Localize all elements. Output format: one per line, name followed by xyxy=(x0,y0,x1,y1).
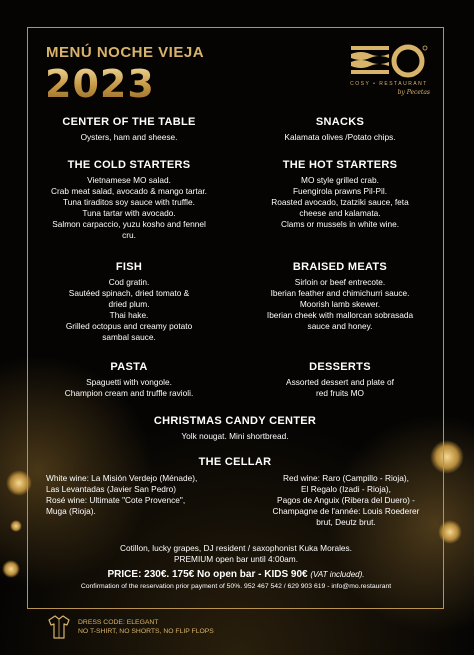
section-title: PASTA xyxy=(110,361,148,373)
cellar-white-rose-wines xyxy=(46,473,236,517)
section-desserts xyxy=(250,362,430,399)
open-bar-info: PREMIUM open bar until 4:00am. xyxy=(173,554,299,564)
reservation-confirmation: Confirmation of the reservation prior payment of 50%. 952 467 542 / 629 903 619 - info@mo.restaurant xyxy=(80,583,392,590)
wine-item: El Regalo (Izadi - Rioja), xyxy=(301,484,391,494)
vat-note: (VAT included). xyxy=(310,570,365,579)
menu-item: Assorted dessert and plate of xyxy=(286,377,394,387)
menu-item: Thai hake. xyxy=(109,310,149,320)
section-snacks xyxy=(250,117,430,143)
dress-code-text xyxy=(78,618,298,636)
wine-item: Champagne de l'année: Louis Roederer xyxy=(272,506,420,516)
menu-item: sauce and honey. xyxy=(307,321,373,331)
section-title: CHRISTMAS CANDY CENTER xyxy=(153,415,317,427)
menu-item: Vietnamese MO salad. xyxy=(87,175,171,185)
section-braised-meats xyxy=(250,262,430,332)
menu-item: Crab meat salad, avocado & mango tartar. xyxy=(51,186,207,196)
restaurant-logo xyxy=(344,44,434,112)
section-cellar xyxy=(40,457,430,472)
price-line xyxy=(30,569,442,580)
menu-item: Sautéed spinach, dried tomato & xyxy=(68,288,190,298)
menu-item: cheese and kalamata. xyxy=(299,208,381,218)
menu-item: Yolk nougat. Mini shortbread. xyxy=(181,431,289,441)
menu-item: Champion cream and truffle ravioli. xyxy=(64,388,194,398)
menu-item: red fruits MO xyxy=(316,388,364,398)
wine-item: Pagos de Anguix (Ribera del Duero) - xyxy=(277,495,415,505)
bokeh-light xyxy=(2,560,20,578)
bokeh-light xyxy=(10,520,22,532)
menu-item: Cod gratin. xyxy=(108,277,150,287)
wine-item: Muga (Rioja). xyxy=(46,506,96,516)
menu-item: cru. xyxy=(122,230,136,240)
wine-item: Rosé wine: Ultimate "Cote Provence", xyxy=(46,495,186,505)
section-candy-center xyxy=(40,416,430,442)
mo-logo-icon xyxy=(349,44,429,78)
dress-code-rules: NO T-SHIRT, NO SHORTS, NO FLIP FLOPS xyxy=(78,628,214,635)
cellar-red-wines-champagne xyxy=(246,473,446,528)
section-title: CENTER OF THE TABLE xyxy=(62,116,196,128)
menu-item: Kalamata olives /Potato chips. xyxy=(284,132,396,142)
menu-item: Clams or mussels in white wine. xyxy=(280,219,400,229)
menu-title: MENÚ NOCHE VIEJA xyxy=(46,44,205,61)
dress-code-title: DRESS CODE: ELEGANT xyxy=(78,619,159,626)
shirt-icon xyxy=(48,614,70,640)
section-title: THE COLD STARTERS xyxy=(67,159,191,171)
menu-item: dried plum. xyxy=(108,299,150,309)
menu-item: MO style grilled crab. xyxy=(301,175,379,185)
logo-subtitle: COSY • RESTAURANT xyxy=(350,81,428,87)
section-cold-starters xyxy=(40,160,218,241)
menu-item: Tuna tartar with avocado. xyxy=(82,208,176,218)
menu-item: Fuengirola prawns Pil-Pil. xyxy=(292,186,388,196)
menu-item: Grilled octopus and creamy potato xyxy=(65,321,193,331)
wine-item: brut, Deutz brut. xyxy=(316,517,376,527)
section-hot-starters xyxy=(250,160,430,230)
menu-item: Roasted avocado, tzatziki sauce, feta xyxy=(271,197,409,207)
section-title: DESSERTS xyxy=(309,361,371,373)
wine-item: Red wine: Raro (Campillo - Rioja), xyxy=(283,473,409,483)
section-title: THE CELLAR xyxy=(198,456,272,468)
menu-item: Iberian cheek with mallorcan sobrasada xyxy=(266,310,414,320)
section-pasta xyxy=(40,362,218,399)
section-title: BRAISED MEATS xyxy=(292,261,388,273)
entertainment-info: Cotillon, lucky grapes, DJ resident / saxophonist Kuka Morales. xyxy=(120,543,352,553)
menu-item: Tuna tiraditos soy sauce with truffle. xyxy=(63,197,195,207)
menu-item: Moorish lamb skewer. xyxy=(299,299,381,309)
menu-year: 2023 xyxy=(45,62,155,106)
section-title: FISH xyxy=(115,261,143,273)
menu-item: Spaguetti with vongole. xyxy=(86,377,172,387)
section-title: SNACKS xyxy=(315,116,365,128)
logo-signature: by Pecetas xyxy=(397,89,430,96)
wine-item: Las Levantadas (Javier San Pedro) xyxy=(46,484,177,494)
menu-item: Oysters, ham and sheese. xyxy=(80,132,178,142)
section-fish xyxy=(40,262,218,343)
menu-item: sambal sauce. xyxy=(102,332,156,342)
section-center-of-table xyxy=(40,117,218,143)
section-title: THE HOT STARTERS xyxy=(282,159,398,171)
wine-item: White wine: La Misión Verdejo (Ménade), xyxy=(46,473,198,483)
menu-item: Sirloin or beef entrecote. xyxy=(294,277,386,287)
menu-item: Salmon carpaccio, yuzu kosho and fennel xyxy=(52,219,206,229)
price-text: PRICE: 230€. 175€ No open bar - KIDS 90€ xyxy=(107,569,308,580)
menu-item: Iberian feather and chimichurri sauce. xyxy=(270,288,410,298)
